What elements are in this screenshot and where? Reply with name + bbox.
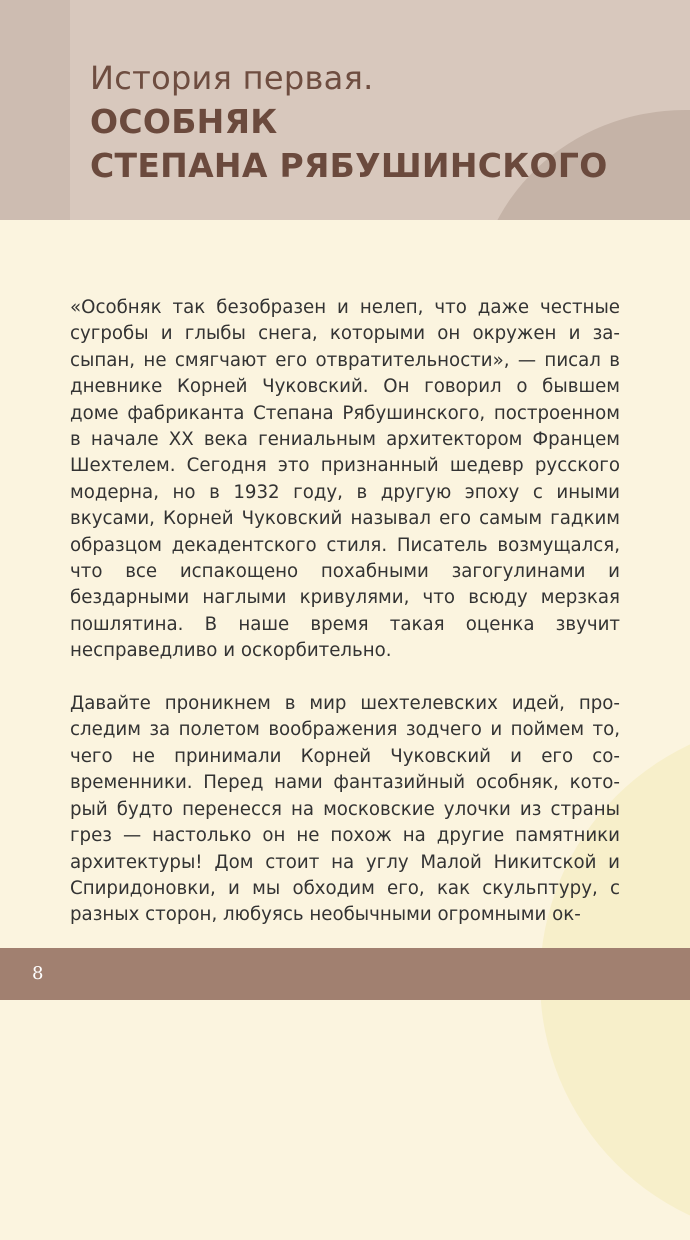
page-footer <box>0 948 690 1000</box>
header-decor-strip <box>0 0 70 220</box>
paragraph-2: Давайте проникнем в мир шехтелевских идей, проследим за полетом воображения зодчего и поймем то, чего не принимали Корней Чуковский и его современники. Перед нами фантазийный особняк, который будто перенесся на московские улочки из страны грез — настолько он не похож на другие памятники архитектуры! Дом стоит на углу Малой Никитской и Спиридоновки, и мы обходим его, как скульптуру, с разных сторон, любуясь необычными огромными ок- <box>70 693 620 926</box>
chapter-header <box>0 0 690 220</box>
chapter-title <box>90 56 608 188</box>
body-text <box>70 295 620 955</box>
page-number: 8 <box>32 963 44 984</box>
chapter-title-line1: История первая. <box>90 59 374 97</box>
chapter-title-line2: ОСОБНЯК <box>90 102 278 141</box>
chapter-title-line3: СТЕПАНА РЯБУШИНСКОГО <box>90 146 608 185</box>
paragraph-1: «Особняк так безобразен и нелеп, что даже честные сугробы и глыбы снега, которыми он окружен и засыпан, не смягчают его отвратительности», — писал в дневнике Корней Чуковский. Он говорил о бывшем доме фабриканта Степана Рябушинского, построенном в начале XX века гениальным архитектором Францем Шехтелем. Сегодня это признанный шедевр русского модерна, но в 1932 году, в другую эпоху с иными вкусами, Корней Чуковский называл его самым гадким образцом декадентского стиля. Писатель возмущался, что все испакощено похабными загогулинами и бездарными наглыми кривулями, что всюду мерзкая пошлятина. В наше время такая оценка звучит несправедливо и оскорбительно. <box>70 297 620 662</box>
